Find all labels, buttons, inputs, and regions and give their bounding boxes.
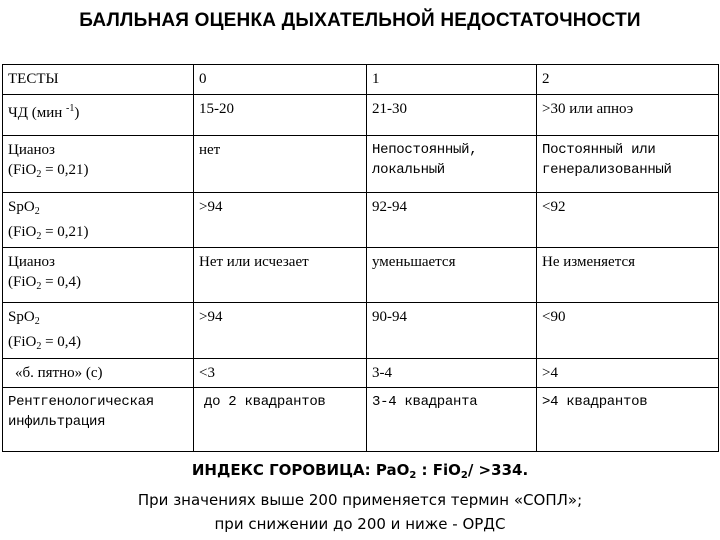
test-cell: SpO$_2$ (FiO$_2$ = 0,21)	[3, 193, 194, 248]
table-row-xray-infiltration	[3, 388, 719, 452]
score-1-cell: 92-94	[367, 193, 537, 248]
note-line-ords: при снижении до 200 и ниже - ОРДС	[214, 515, 506, 533]
header-cell-score-0: 0	[194, 65, 367, 95]
score-1-cell: 90-94	[367, 303, 537, 359]
score-2-cell: Не изменяется	[537, 248, 719, 303]
test-cell: ЧД (мин $^{-1}$)	[3, 95, 194, 136]
header-cell-score-1: 1	[367, 65, 537, 95]
header-cell-score-2: 2	[537, 65, 719, 95]
score-1-cell: 3-4	[367, 359, 537, 388]
note-line-sopl: При значениях выше 200 применяется термин «СОПЛ»;	[137, 491, 583, 509]
score-2-cell: >30 или апноэ	[537, 95, 719, 136]
header-cell-tests: ТЕСТЫ	[3, 65, 194, 95]
page-title: БАЛЛЬНАЯ ОЦЕНКА ДЫХАТЕЛЬНОЙ НЕДОСТАТОЧНОСТИ	[79, 10, 641, 31]
score-0-cell: Нет или исчезает	[194, 248, 367, 303]
score-2-cell: Постоянный или генерализованный	[537, 136, 719, 193]
test-cell: «б. пятно» (с)	[3, 359, 194, 388]
score-0-cell: <3	[194, 359, 367, 388]
test-cell: Цианоз (FiO$_2$ = 0,4)	[3, 248, 194, 303]
score-2-cell: >4	[537, 359, 719, 388]
horowitz-index-note	[0, 458, 720, 536]
score-0-cell: нет	[194, 136, 367, 193]
score-1-cell: уменьшается	[367, 248, 537, 303]
respiratory-failure-score-table	[2, 64, 719, 452]
score-0-cell: >94	[194, 303, 367, 359]
table-row-cyanosis-021	[3, 136, 719, 193]
score-0-cell: >94	[194, 193, 367, 248]
table-row-spo2-021	[3, 193, 719, 248]
table-row-spo2-04	[3, 303, 719, 359]
table-row-white-spot	[3, 359, 719, 388]
score-2-cell: <92	[537, 193, 719, 248]
table-row-cyanosis-04	[3, 248, 719, 303]
score-0-cell: 15-20	[194, 95, 367, 136]
table-header-row	[3, 65, 719, 95]
score-2-cell: <90	[537, 303, 719, 359]
score-1-cell: 21-30	[367, 95, 537, 136]
score-1-cell: 3-4 квадранта	[367, 388, 537, 452]
score-0-cell: до 2 квадрантов	[194, 388, 367, 452]
test-cell: Цианоз (FiO$_2$ = 0,21)	[3, 136, 194, 193]
score-1-cell: Непостоянный, локальный	[367, 136, 537, 193]
score-2-cell: >4 квадрантов	[537, 388, 719, 452]
test-cell: Рентгенологическая инфильтрация	[3, 388, 194, 452]
test-cell: SpO$_2$ (FiO$_2$ = 0,4)	[3, 303, 194, 359]
horowitz-index-formula: ИНДЕКС ГОРОВИЦА: PaO$_2$ : FiO$_2$/ >334.	[191, 461, 529, 481]
table-row-respiratory-rate	[3, 95, 719, 136]
